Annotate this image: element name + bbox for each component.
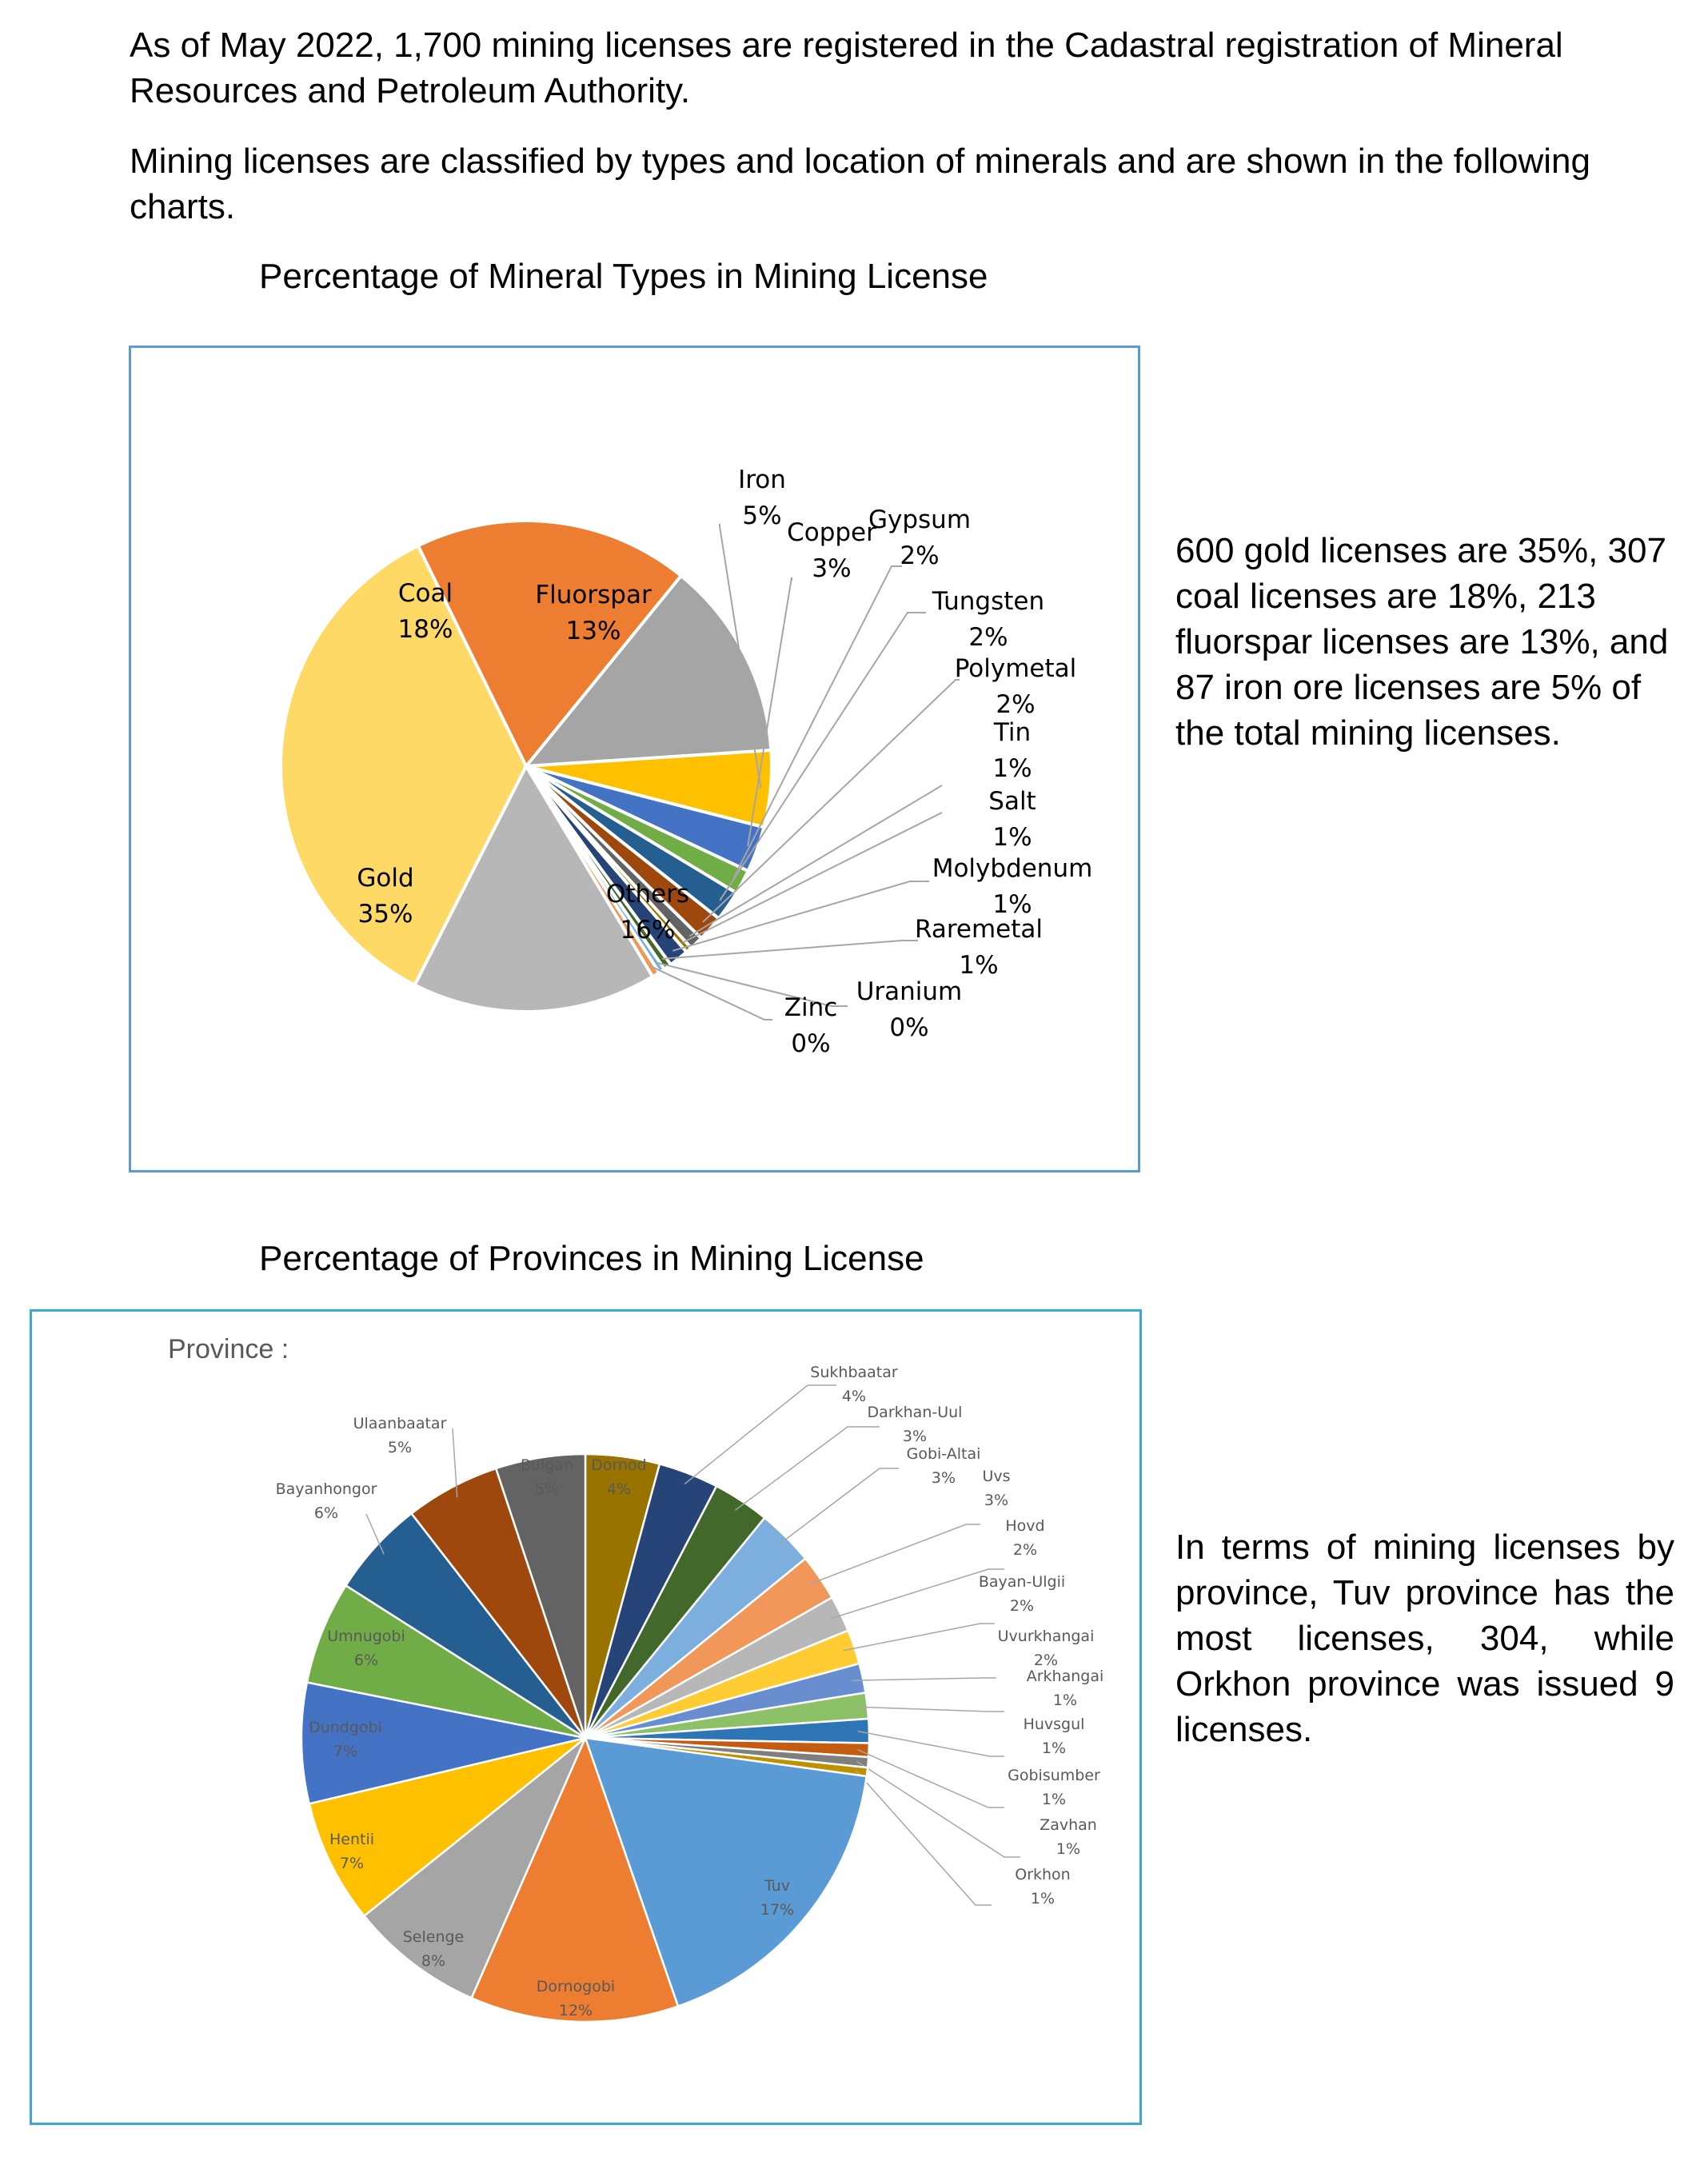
- value-label-dornod: 4%: [606, 1480, 632, 1498]
- label-fluorspar: Fluorspar: [535, 581, 652, 609]
- value-label-umnugobi: 6%: [353, 1652, 379, 1669]
- value-label-zavhan: 1%: [1056, 1840, 1081, 1858]
- value-label-tin: 1%: [992, 754, 1032, 783]
- value-label-tuv: 17%: [760, 1901, 795, 1919]
- intro-paragraph-2: Mining licenses are classified by types and location of minerals and are shown in the following charts.: [130, 142, 1590, 226]
- leader-line-bayan-ulgii: [844, 1624, 995, 1651]
- label-dornogobi: Dornogobi: [536, 1978, 616, 1995]
- label-others: Others: [605, 880, 690, 909]
- label-uvurkhangai: Uvurkhangai: [997, 1628, 1095, 1645]
- label-bayanhongor: Bayanhongor: [275, 1480, 377, 1498]
- label-zavhan: Zavhan: [1040, 1816, 1097, 1834]
- value-label-hovd: 2%: [1012, 1541, 1038, 1559]
- label-salt: Salt: [988, 787, 1036, 816]
- label-uvs: Uvs: [982, 1468, 1011, 1485]
- mineral-pie: [281, 465, 1092, 1058]
- value-label-bulgan: 5%: [534, 1480, 560, 1498]
- value-label-raremetal: 1%: [959, 951, 999, 980]
- label-coal: Coal: [397, 579, 453, 608]
- label-tungsten: Tungsten: [932, 587, 1045, 616]
- leader-line-orkhon: [856, 1771, 992, 1905]
- value-label-hentii: 7%: [339, 1855, 365, 1872]
- value-label-copper: 3%: [812, 554, 852, 583]
- label-hovd: Hovd: [1005, 1517, 1045, 1535]
- label-selenge: Selenge: [402, 1928, 465, 1946]
- value-label-tungsten: 2%: [968, 623, 1008, 652]
- leader-line-gobi-altai: [778, 1468, 899, 1545]
- value-label-orkhon: 1%: [1030, 1890, 1056, 1907]
- mineral-summary-text: 600 gold licenses are 35%, 307 coal licenses are 18%, 213 fluorspar licenses are 13%, and 87 iron ore licenses are 5% of the total mining licenses.: [1175, 531, 1669, 753]
- label-tin: Tin: [993, 718, 1032, 747]
- leader-line-zinc: [651, 966, 772, 1020]
- value-label-gold: 35%: [357, 900, 413, 929]
- label-copper: Copper: [787, 518, 876, 547]
- leader-line-uvs: [810, 1524, 980, 1584]
- label-umnugobi: Umnugobi: [327, 1628, 405, 1645]
- value-label-bayan-ulgii: 2%: [1009, 1597, 1035, 1615]
- value-label-darkhan-uul: 3%: [902, 1428, 928, 1445]
- leader-line-uvurkhangai: [852, 1678, 996, 1680]
- value-label-gypsum: 2%: [900, 541, 940, 570]
- value-label-gobi-altai: 3%: [931, 1469, 956, 1487]
- label-gypsum: Gypsum: [868, 505, 972, 534]
- province-chart-title: Percentage of Provinces in Mining License: [259, 1239, 924, 1278]
- label-gold: Gold: [357, 864, 414, 893]
- province-pie: [276, 1364, 1104, 2022]
- value-label-uvs: 3%: [984, 1492, 1009, 1509]
- value-label-iron: 5%: [742, 501, 782, 530]
- value-label-dundgobi: 7%: [333, 1743, 358, 1760]
- value-label-fluorspar: 13%: [565, 617, 621, 645]
- label-bayan-ulgii: Bayan-Ulgii: [978, 1573, 1066, 1591]
- leader-line-darkhan-uul: [735, 1427, 880, 1510]
- value-label-zinc: 0%: [791, 1029, 831, 1058]
- value-label-huvsgul: 1%: [1041, 1740, 1067, 1757]
- value-label-others: 16%: [620, 916, 676, 945]
- label-darkhan-uul: Darkhan-Uul: [867, 1404, 963, 1421]
- label-ulaanbaatar: Ulaanbaatar: [353, 1415, 447, 1432]
- value-label-polymetal: 2%: [996, 690, 1036, 719]
- label-polymetal: Polymetal: [954, 654, 1077, 683]
- label-iron: Iron: [738, 465, 786, 494]
- value-label-salt: 1%: [992, 823, 1032, 852]
- value-label-gobisumber: 1%: [1041, 1791, 1067, 1808]
- label-dundgobi: Dundgobi: [309, 1719, 382, 1736]
- label-huvsgul: Huvsgul: [1023, 1716, 1085, 1733]
- label-hentii: Hentii: [329, 1831, 375, 1848]
- intro-paragraph-1: As of May 2022, 1,700 mining licenses are registered in the Cadastral registration of Mineral Resources and Petroleum Authority.: [130, 26, 1563, 110]
- label-gobi-altai: Gobi-Altai: [906, 1445, 981, 1463]
- value-label-molybdenum: 1%: [992, 890, 1032, 919]
- leader-line-sukhbaatar: [684, 1385, 836, 1484]
- mineral-chart-title: Percentage of Mineral Types in Mining License: [259, 257, 988, 296]
- label-zinc: Zinc: [784, 993, 838, 1022]
- value-label-uvurkhangai: 2%: [1033, 1652, 1059, 1669]
- value-label-sukhbaatar: 4%: [841, 1388, 867, 1405]
- value-label-uranium: 0%: [889, 1013, 929, 1042]
- label-bulgan: Bulgan: [520, 1456, 574, 1474]
- province-summary-text: In terms of mining licenses by province, Tuv province has the most licenses, 304, while Orkhon province was issued 9 licenses.: [1175, 1528, 1674, 1749]
- label-gobisumber: Gobisumber: [1008, 1767, 1100, 1784]
- label-molybdenum: Molybdenum: [932, 854, 1093, 883]
- leader-line-huvsgul: [858, 1732, 1004, 1756]
- value-label-dornogobi: 12%: [558, 2002, 593, 2019]
- label-orkhon: Orkhon: [1015, 1866, 1071, 1883]
- label-uranium: Uranium: [856, 977, 963, 1006]
- label-dornod: Dornod: [591, 1456, 647, 1474]
- province-legend-title: Province :: [168, 1334, 289, 1364]
- leader-line-zavhan: [857, 1761, 1020, 1857]
- leader-line-gobisumber: [857, 1750, 1004, 1808]
- value-label-ulaanbaatar: 5%: [387, 1439, 413, 1456]
- label-arkhangai: Arkhangai: [1026, 1668, 1104, 1685]
- value-label-bayanhongor: 6%: [313, 1504, 339, 1522]
- value-label-selenge: 8%: [421, 1952, 446, 1970]
- value-label-coal: 18%: [397, 615, 453, 644]
- label-tuv: Tuv: [764, 1877, 791, 1895]
- value-label-arkhangai: 1%: [1052, 1692, 1078, 1709]
- label-raremetal: Raremetal: [914, 915, 1044, 944]
- leader-line-arkhangai: [856, 1707, 1004, 1712]
- label-sukhbaatar: Sukhbaatar: [810, 1364, 898, 1381]
